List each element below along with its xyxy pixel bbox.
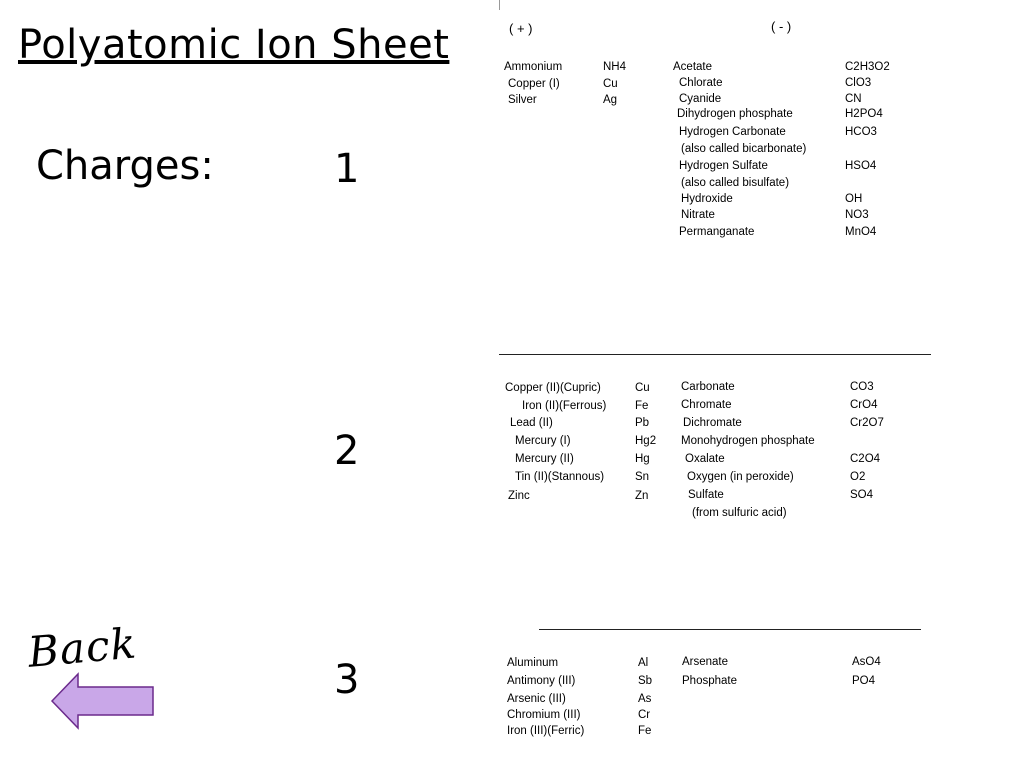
ion-symbol: CrO4: [850, 399, 878, 411]
ion-symbol: Al: [638, 657, 649, 669]
ion-name: Hydrogen Carbonate: [679, 126, 786, 138]
ion-name: Aluminum: [507, 657, 559, 669]
ion-symbol: SO4: [850, 489, 874, 501]
ion-symbol: Ag: [603, 94, 618, 106]
ion-symbol: Fe: [635, 400, 649, 412]
ion-symbol: Cr: [638, 709, 651, 721]
ion-name: Chromate: [681, 399, 732, 411]
ion-name: Sulfate: [688, 489, 724, 501]
ion-symbol: Pb: [635, 417, 650, 429]
left-arrow-icon: [50, 672, 156, 730]
ion-name: Iron (II)(Ferrous): [522, 400, 607, 412]
ion-symbol: OH: [845, 193, 863, 205]
ion-sheet: [495, 0, 935, 768]
ion-name: (also called bisulfate): [681, 177, 790, 189]
header-positive: ( + ): [509, 21, 533, 36]
charges-label: Charges:: [36, 143, 214, 189]
ion-name: Permanganate: [679, 226, 755, 238]
ion-name: Acetate: [673, 61, 712, 73]
ion-name: Lead (II): [510, 417, 553, 429]
ion-symbol: H2PO4: [845, 108, 883, 120]
scan-mark: [499, 0, 500, 10]
divider-2: [539, 629, 921, 630]
ion-symbol: HCO3: [845, 126, 877, 138]
ion-symbol: Cu: [635, 382, 650, 394]
back-label: Back: [26, 618, 139, 677]
ion-name: Hydrogen Sulfate: [679, 160, 768, 172]
ion-name: Iron (III)(Ferric): [507, 725, 585, 737]
ion-symbol: CO3: [850, 381, 874, 393]
ion-symbol: O2: [850, 471, 866, 483]
ion-symbol: Hg2: [635, 435, 657, 447]
ion-symbol: Zn: [635, 490, 649, 502]
ion-name: Silver: [508, 94, 537, 106]
ion-name: Chromium (III): [507, 709, 581, 721]
ion-symbol: HSO4: [845, 160, 877, 172]
ion-symbol: Cu: [603, 78, 618, 90]
ion-symbol: NO3: [845, 209, 869, 221]
ion-symbol: Cr2O7: [850, 417, 884, 429]
charge-number-1: 1: [334, 146, 360, 192]
charge-number-3: 3: [334, 657, 360, 703]
ion-name: Oxygen (in peroxide): [687, 471, 794, 483]
ion-name: Carbonate: [681, 381, 735, 393]
ion-symbol: ClO3: [845, 77, 872, 89]
ion-symbol: C2O4: [850, 453, 881, 465]
ion-name: (also called bicarbonate): [681, 143, 807, 155]
ion-symbol: Sb: [638, 675, 653, 687]
ion-name: Dihydrogen phosphate: [677, 108, 793, 120]
ion-name: (from sulfuric acid): [692, 507, 787, 519]
ion-name: Dichromate: [683, 417, 742, 429]
divider-1: [499, 354, 931, 355]
ion-symbol: As: [638, 693, 652, 705]
back-button[interactable]: [26, 618, 156, 730]
ion-symbol: PO4: [852, 675, 876, 687]
ion-name: Tin (II)(Stannous): [515, 471, 605, 483]
ion-symbol: C2H3O2: [845, 61, 890, 73]
ion-name: Copper (I): [508, 78, 560, 90]
ion-name: Nitrate: [681, 209, 715, 221]
ion-symbol: NH4: [603, 61, 627, 73]
ion-name: Monohydrogen phosphate: [681, 435, 815, 447]
ion-name: Zinc: [508, 490, 530, 502]
header-negative: ( - ): [771, 19, 792, 34]
ion-name: Chlorate: [679, 77, 723, 89]
ion-name: Mercury (I): [515, 435, 571, 447]
ion-symbol: CN: [845, 93, 862, 105]
ion-name: Ammonium: [504, 61, 563, 73]
page-title: Polyatomic Ion Sheet: [18, 22, 450, 68]
ion-name: Mercury (II): [515, 453, 574, 465]
ion-symbol: MnO4: [845, 226, 877, 238]
ion-name: Antimony (III): [507, 675, 576, 687]
ion-name: Arsenic (III): [507, 693, 566, 705]
ion-symbol: Hg: [635, 453, 650, 465]
ion-name: Phosphate: [682, 675, 737, 687]
ion-name: Arsenate: [682, 656, 729, 668]
ion-symbol: Sn: [635, 471, 650, 483]
ion-name: Cyanide: [679, 93, 722, 105]
ion-name: Copper (II)(Cupric): [505, 382, 601, 394]
ion-name: Hydroxide: [681, 193, 733, 205]
ion-name: Oxalate: [685, 453, 725, 465]
ion-symbol: Fe: [638, 725, 652, 737]
charge-number-2: 2: [334, 428, 360, 474]
ion-symbol: AsO4: [852, 656, 881, 668]
